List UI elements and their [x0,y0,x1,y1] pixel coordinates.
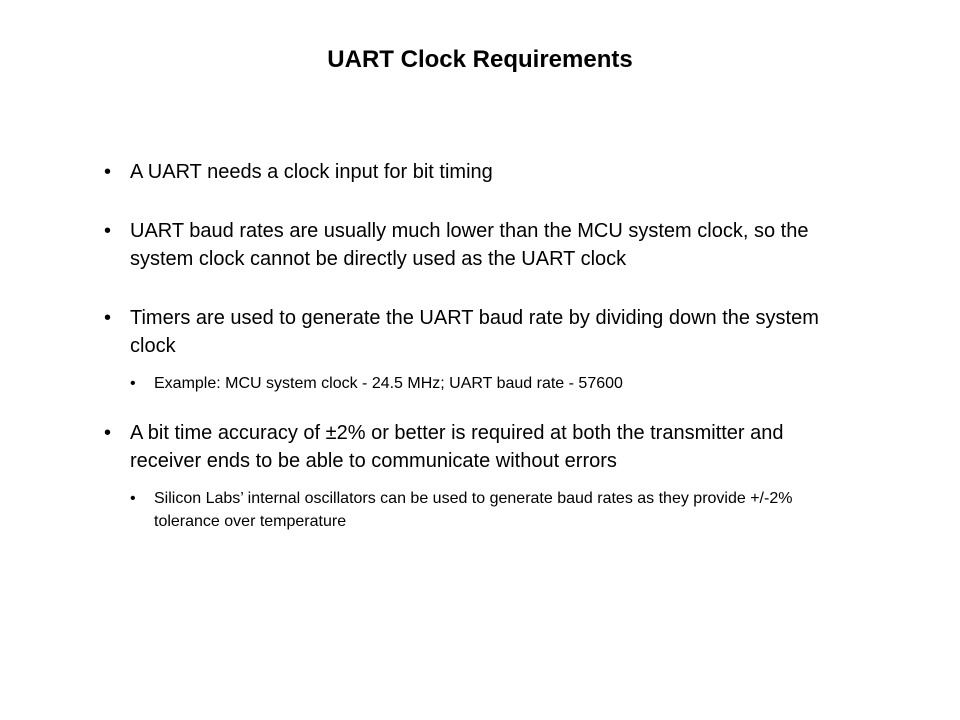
sub-bullet-text: Example: MCU system clock - 24.5 MHz; UART baud rate - 57600 [154,375,623,392]
sub-bullet-text: Silicon Labs’ internal oscillators can be used to generate baud rates as they provide +/-2% tolerance over temperature [154,490,793,530]
bullet-item [104,304,844,360]
bullet-text: A UART needs a clock input for bit timing [130,161,493,183]
bullet-list [104,158,844,533]
sub-bullet-marker: • [130,375,136,392]
sub-bullet-marker: • [130,490,136,507]
bullet-marker: • [104,220,112,242]
bullet-item [104,419,844,475]
bullet-text: Timers are used to generate the UART baud rate by dividing down the system clock [130,307,819,357]
bullet-item [104,158,844,186]
sub-bullet-item [130,487,844,533]
bullet-text: UART baud rates are usually much lower than the MCU system clock, so the system clock cannot be directly used as the UART clock [130,220,809,270]
bullet-item [104,217,844,273]
sub-bullet-item [130,372,844,395]
bullet-marker: • [104,161,112,183]
bullet-text: A bit time accuracy of ±2% or better is required at both the transmitter and receiver ends to be able to communicate without errors [130,422,784,472]
bullet-marker: • [104,307,112,329]
slide-title: UART Clock Requirements [327,46,633,73]
bullet-marker: • [104,422,112,444]
